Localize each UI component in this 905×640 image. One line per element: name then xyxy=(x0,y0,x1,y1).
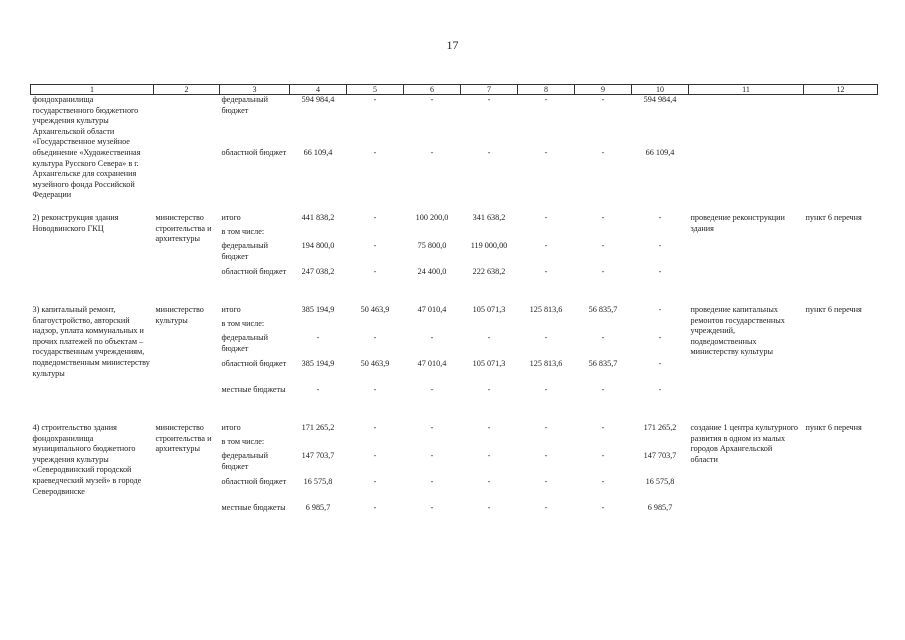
funding-source: областной бюджет xyxy=(221,266,287,276)
amount-cell: 171 265,2 xyxy=(301,422,335,432)
amount-cell: - xyxy=(487,384,491,394)
reference-cell xyxy=(804,95,878,201)
amount-cell: - xyxy=(487,332,491,342)
amount-cell: - xyxy=(544,450,548,460)
amount-cell: - xyxy=(601,95,605,104)
funding-source: федеральный бюджет xyxy=(221,332,269,353)
amount-cell: 56 835,7 xyxy=(588,304,618,314)
amount-cell: 24 400,0 xyxy=(417,266,447,276)
amount-cell: - xyxy=(544,240,548,250)
amount-cell: - xyxy=(544,384,548,394)
column-number: 2 xyxy=(154,85,220,95)
amount-cell: 66 109,4 xyxy=(645,148,675,158)
column-number: 8 xyxy=(518,85,575,95)
amount-cell: - xyxy=(601,332,605,342)
funding-source: итого xyxy=(221,304,241,314)
executor-cell: министерство строительства и архитектуры xyxy=(155,212,212,244)
column-number: 12 xyxy=(804,85,878,95)
measure-title: 4) строительство здания фондохранилища муниципального бюджетного учреждения культуры «Северодвинский городской краеведческий музей» в городе Северодвинске xyxy=(32,422,142,496)
amount-cell xyxy=(290,319,347,333)
amount-cell: - xyxy=(373,422,377,432)
amount-cell: 247 038,2 xyxy=(301,266,335,276)
spacer-cell xyxy=(31,411,878,423)
amount-cell xyxy=(461,319,518,333)
funding-source: местные бюджеты xyxy=(221,502,286,512)
block-spacer xyxy=(31,411,878,423)
amount-cell: - xyxy=(430,95,434,104)
amount-cell: - xyxy=(658,332,662,342)
amount-cell: - xyxy=(544,95,548,104)
spacer-cell xyxy=(31,293,878,305)
measure-title: фондохранилища государственного бюджетного учреждения культуры Архангельской области «Государственное музейное объединение «Художественная культура Русского Севера» в г. Архангельске для сохранения музейного фонда Российской Федерации xyxy=(32,95,141,200)
amount-cell: - xyxy=(487,148,491,158)
amount-cell: - xyxy=(373,95,377,104)
amount-cell: - xyxy=(487,502,491,512)
amount-cell: - xyxy=(544,422,548,432)
amount-cell: - xyxy=(658,240,662,250)
page-number: 17 xyxy=(446,38,459,52)
amount-cell: - xyxy=(658,384,662,394)
amount-cell xyxy=(518,437,575,451)
amount-cell: 50 463,9 xyxy=(360,304,390,314)
amount-cell: 16 575,8 xyxy=(303,476,333,486)
amount-cell: - xyxy=(601,212,605,222)
funding-source: областной бюджет xyxy=(221,476,287,486)
amount-cell xyxy=(632,319,689,333)
block-spacer xyxy=(31,293,878,305)
amount-cell: - xyxy=(430,502,434,512)
amount-cell: - xyxy=(430,476,434,486)
table-row xyxy=(31,213,878,227)
column-number: 4 xyxy=(290,85,347,95)
amount-cell: 594 984,4 xyxy=(643,95,677,104)
column-number: 10 xyxy=(632,85,689,95)
amount-cell: - xyxy=(658,358,662,368)
amount-cell xyxy=(632,437,689,451)
amount-cell: 222 638,2 xyxy=(472,266,506,276)
amount-cell: 75 800,0 xyxy=(417,240,447,250)
amount-cell: - xyxy=(601,384,605,394)
measure-title: 3) капитальный ремонт, благоустройство, авторский надзор, уплата коммунальных и прочих платежей по объектам – государственным учреждениям, подведомственным министерству культуры xyxy=(32,304,150,378)
amount-cell: - xyxy=(430,384,434,394)
amount-cell: - xyxy=(487,95,491,104)
column-number: 6 xyxy=(404,85,461,95)
amount-cell xyxy=(347,227,404,241)
funding-source: федеральный бюджет xyxy=(221,450,269,471)
amount-cell: 50 463,9 xyxy=(360,358,390,368)
amount-cell: 594 984,4 xyxy=(301,95,335,104)
amount-cell xyxy=(347,437,404,451)
reference-cell: пункт 6 перечня xyxy=(805,304,862,314)
amount-cell xyxy=(404,227,461,241)
column-number: 1 xyxy=(31,85,154,95)
funding-source: федеральный бюджет xyxy=(221,95,269,115)
amount-cell xyxy=(404,319,461,333)
amount-cell: 47 010,4 xyxy=(417,358,447,368)
amount-cell: - xyxy=(316,332,320,342)
amount-cell: - xyxy=(601,502,605,512)
amount-cell: 100 200,0 xyxy=(415,212,449,222)
amount-cell: 125 813,6 xyxy=(529,358,563,368)
column-number: 7 xyxy=(461,85,518,95)
amount-cell xyxy=(290,227,347,241)
funding-source: областной бюджет xyxy=(221,358,287,368)
funding-source: федеральный бюджет xyxy=(221,240,269,261)
amount-cell: - xyxy=(658,266,662,276)
executor-cell: министерство культуры xyxy=(155,304,204,325)
amount-cell: - xyxy=(601,266,605,276)
expected-result: создание 1 центра культурного развития в одном из малых городов Архангельской области xyxy=(690,422,799,464)
amount-cell: - xyxy=(373,476,377,486)
amount-cell: - xyxy=(658,212,662,222)
expected-result xyxy=(689,95,804,201)
reference-cell: пункт 6 перечня xyxy=(805,422,862,432)
amount-cell: 6 985,7 xyxy=(647,502,673,512)
funding-source: в том числе: xyxy=(221,318,265,328)
amount-cell: 385 194,9 xyxy=(301,358,335,368)
column-number: 9 xyxy=(575,85,632,95)
amount-cell xyxy=(632,227,689,241)
funding-source: в том числе: xyxy=(221,226,265,236)
amount-cell xyxy=(461,227,518,241)
amount-cell: - xyxy=(601,422,605,432)
amount-cell: 119 000,00 xyxy=(470,240,508,250)
amount-cell: 56 835,7 xyxy=(588,358,618,368)
amount-cell: 6 985,7 xyxy=(305,502,331,512)
funding-source: в том числе: xyxy=(221,436,265,446)
amount-cell: 147 703,7 xyxy=(643,450,677,460)
amount-cell: - xyxy=(430,148,434,158)
amount-cell: - xyxy=(544,212,548,222)
amount-cell xyxy=(518,227,575,241)
amount-cell xyxy=(518,319,575,333)
amount-cell: 105 071,3 xyxy=(472,358,506,368)
amount-cell: 341 638,2 xyxy=(472,212,506,222)
amount-cell: - xyxy=(544,502,548,512)
amount-cell: - xyxy=(373,212,377,222)
funding-source: местные бюджеты xyxy=(221,384,286,394)
program-financing-table xyxy=(30,84,877,529)
column-number: 11 xyxy=(689,85,804,95)
amount-cell: - xyxy=(601,240,605,250)
funding-source: итого xyxy=(221,212,241,222)
amount-cell xyxy=(575,319,632,333)
amount-cell: 16 575,8 xyxy=(645,476,675,486)
amount-cell: 47 010,4 xyxy=(417,304,447,314)
amount-cell: 105 071,3 xyxy=(472,304,506,314)
amount-cell: - xyxy=(601,450,605,460)
amount-cell: - xyxy=(601,476,605,486)
amount-cell: - xyxy=(373,148,377,158)
amount-cell: 66 109,4 xyxy=(303,148,333,158)
amount-cell: - xyxy=(373,240,377,250)
amount-cell: - xyxy=(658,304,662,314)
amount-cell: - xyxy=(487,422,491,432)
table-row xyxy=(31,423,878,437)
amount-cell: - xyxy=(544,332,548,342)
column-number: 5 xyxy=(347,85,404,95)
amount-cell: - xyxy=(373,450,377,460)
column-number-header xyxy=(31,85,878,95)
amount-cell: - xyxy=(430,422,434,432)
amount-cell: - xyxy=(430,450,434,460)
amount-cell: 147 703,7 xyxy=(301,450,335,460)
amount-cell: - xyxy=(430,332,434,342)
spacer-cell xyxy=(31,201,878,213)
reference-cell: пункт 6 перечня xyxy=(805,212,862,222)
table-row xyxy=(31,305,878,319)
amount-cell: - xyxy=(544,148,548,158)
amount-cell: - xyxy=(544,266,548,276)
amount-cell: - xyxy=(544,476,548,486)
funding-source: итого xyxy=(221,422,241,432)
amount-cell xyxy=(575,437,632,451)
amount-cell: 125 813,6 xyxy=(529,304,563,314)
amount-cell: - xyxy=(373,332,377,342)
amount-cell: - xyxy=(601,148,605,158)
amount-cell xyxy=(347,319,404,333)
expected-result: проведение капитальных ремонтов государственных учреждений, подведомственных министерству культуры xyxy=(690,304,785,357)
amount-cell: 385 194,9 xyxy=(301,304,335,314)
amount-cell: - xyxy=(373,384,377,394)
table-row xyxy=(31,95,878,149)
amount-cell: - xyxy=(373,266,377,276)
amount-cell xyxy=(461,437,518,451)
block-spacer xyxy=(31,201,878,213)
executor-cell xyxy=(154,95,220,201)
measure-title: 2) реконструкция здания Новодвинского ГКЦ xyxy=(32,212,119,233)
amount-cell xyxy=(575,227,632,241)
executor-cell: министерство строительства и архитектуры xyxy=(155,422,212,454)
amount-cell: 171 265,2 xyxy=(643,422,677,432)
funding-source: областной бюджет xyxy=(221,148,287,158)
amount-cell xyxy=(290,437,347,451)
amount-cell: 441 838,2 xyxy=(301,212,335,222)
amount-cell: - xyxy=(487,476,491,486)
amount-cell: - xyxy=(373,502,377,512)
amount-cell: - xyxy=(487,450,491,460)
expected-result: проведение реконструкции здания xyxy=(690,212,785,233)
amount-cell: 194 800,0 xyxy=(301,240,335,250)
column-number: 3 xyxy=(220,85,290,95)
amount-cell xyxy=(404,437,461,451)
amount-cell: - xyxy=(316,384,320,394)
